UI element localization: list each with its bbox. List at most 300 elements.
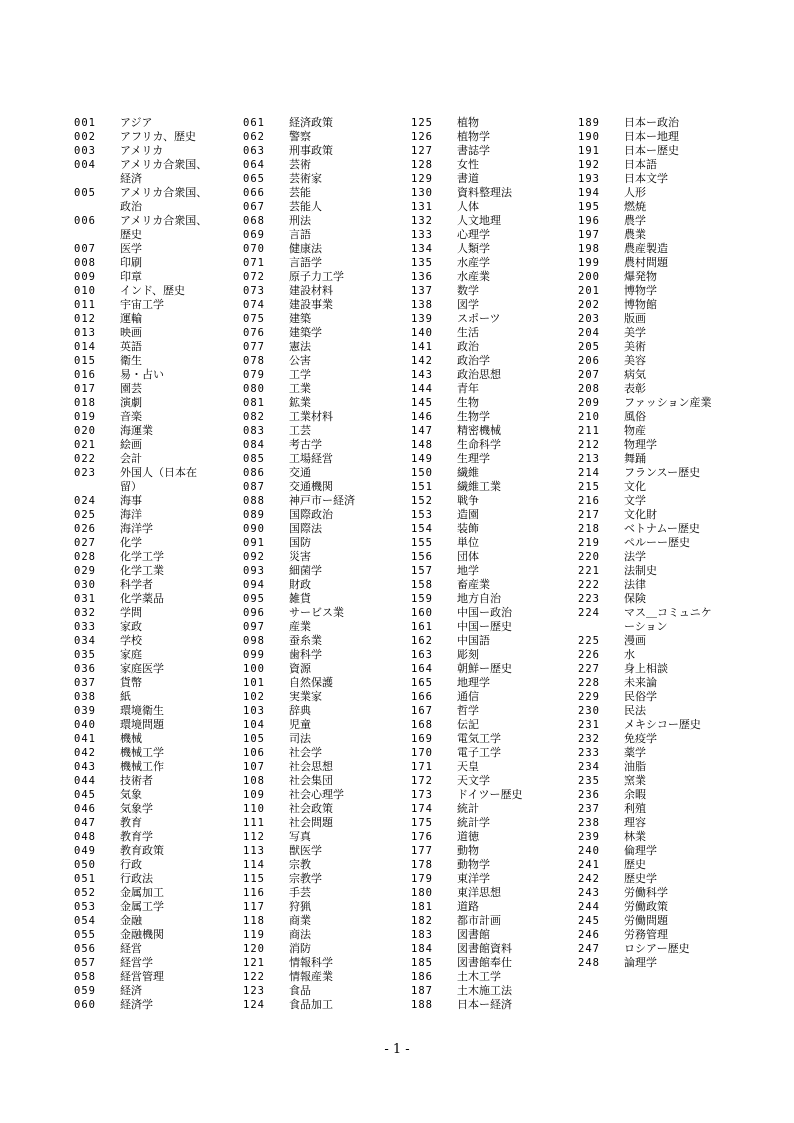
- entry-label: 経済: [120, 984, 142, 997]
- entry-label: 工学: [289, 368, 311, 381]
- index-entry: [74, 452, 234, 466]
- entry-label: 美学: [624, 326, 646, 339]
- entry-label: 歴史: [120, 228, 142, 241]
- entry-number: 083: [243, 425, 265, 437]
- entry-number: 029: [74, 565, 96, 577]
- entry-number: 207: [578, 369, 600, 381]
- index-entry: [411, 690, 571, 704]
- index-entry: [578, 956, 738, 970]
- index-entry: [74, 270, 234, 284]
- entry-label: 商法: [289, 928, 311, 941]
- index-entry: [243, 396, 403, 410]
- index-entry: [243, 704, 403, 718]
- entry-label: 機械: [120, 732, 142, 745]
- entry-number: 184: [411, 943, 433, 955]
- entry-number: 033: [74, 621, 96, 633]
- entry-number: 183: [411, 929, 433, 941]
- entry-label: 文学: [624, 494, 646, 507]
- entry-label: 気象: [120, 788, 142, 801]
- index-entry: [243, 970, 403, 984]
- entry-number: 161: [411, 621, 433, 633]
- entry-label: マス＿コミュニケ: [624, 606, 712, 619]
- index-entry: [74, 214, 234, 228]
- index-entry: [578, 116, 738, 130]
- entry-number: 232: [578, 733, 600, 745]
- entry-number: 013: [74, 327, 96, 339]
- entry-label: 宇宙工学: [120, 298, 164, 311]
- entry-number: 116: [243, 887, 265, 899]
- entry-number: 228: [578, 677, 600, 689]
- entry-label: 建設事業: [289, 298, 333, 311]
- index-entry: [578, 662, 738, 676]
- index-entry: [411, 830, 571, 844]
- index-entry: [243, 816, 403, 830]
- entry-number: 160: [411, 607, 433, 619]
- entry-label: ファッション産業: [624, 396, 712, 409]
- entry-number: 042: [74, 747, 96, 759]
- entry-number: 075: [243, 313, 265, 325]
- index-entry: [243, 788, 403, 802]
- entry-label: 版画: [624, 312, 646, 325]
- index-entry: [411, 480, 571, 494]
- index-entry: [578, 690, 738, 704]
- index-entry: [243, 368, 403, 382]
- entry-number: 023: [74, 467, 96, 479]
- index-column-3: [411, 116, 571, 1012]
- entry-label: 電気工学: [457, 732, 501, 745]
- entry-number: 170: [411, 747, 433, 759]
- entry-label: 地理学: [457, 676, 490, 689]
- index-entry: [411, 396, 571, 410]
- index-entry: [411, 550, 571, 564]
- index-entry: [578, 942, 738, 956]
- index-entry: [578, 256, 738, 270]
- index-entry: [74, 956, 234, 970]
- entry-label: 化学: [120, 536, 142, 549]
- entry-number: 058: [74, 971, 96, 983]
- index-entry: [74, 298, 234, 312]
- entry-number: 076: [243, 327, 265, 339]
- entry-label: 社会集団: [289, 774, 333, 787]
- entry-number: 005: [74, 187, 96, 199]
- index-entry: [74, 802, 234, 816]
- index-entry: [243, 676, 403, 690]
- entry-label: 土木施工法: [457, 984, 512, 997]
- entry-number: 025: [74, 509, 96, 521]
- index-entry: [411, 606, 571, 620]
- entry-label: 気象学: [120, 802, 153, 815]
- entry-label: 児童: [289, 718, 311, 731]
- entry-label: 民俗学: [624, 690, 657, 703]
- entry-number: 132: [411, 215, 433, 227]
- index-entry: [411, 494, 571, 508]
- entry-number: 099: [243, 649, 265, 661]
- entry-label: 化学工業: [120, 564, 164, 577]
- entry-number: 093: [243, 565, 265, 577]
- index-entry: [578, 410, 738, 424]
- entry-label: 経済学: [120, 998, 153, 1011]
- index-entry: [74, 844, 234, 858]
- entry-number: 172: [411, 775, 433, 787]
- entry-number: 010: [74, 285, 96, 297]
- entry-label: 造園: [457, 508, 479, 521]
- entry-number: 091: [243, 537, 265, 549]
- entry-label: インド、歴史: [120, 284, 186, 297]
- entry-number: 107: [243, 761, 265, 773]
- entry-label: 道路: [457, 900, 479, 913]
- entry-label: 利殖: [624, 802, 646, 815]
- entry-number: 019: [74, 411, 96, 423]
- entry-label: 通信: [457, 690, 479, 703]
- index-entry: [411, 466, 571, 480]
- entry-label: 機械工学: [120, 746, 164, 759]
- entry-label: 書道: [457, 172, 479, 185]
- entry-label: 地学: [457, 564, 479, 577]
- entry-label: 彫刻: [457, 648, 479, 661]
- entry-number: 229: [578, 691, 600, 703]
- entry-label: 演劇: [120, 396, 142, 409]
- entry-number: 213: [578, 453, 600, 465]
- entry-number: 101: [243, 677, 265, 689]
- entry-label: 金属加工: [120, 886, 164, 899]
- entry-label: 刑事政策: [289, 144, 333, 157]
- entry-label: 精密機械: [457, 424, 501, 437]
- index-entry: [578, 858, 738, 872]
- entry-label: 工業材料: [289, 410, 333, 423]
- entry-label: ドイツー歴史: [457, 788, 523, 801]
- index-entry: [243, 620, 403, 634]
- entry-number: 223: [578, 593, 600, 605]
- index-entry: [243, 984, 403, 998]
- entry-label: 心理学: [457, 228, 490, 241]
- entry-label: 英語: [120, 340, 142, 353]
- entry-label: 水産業: [457, 270, 490, 283]
- index-entry: [243, 536, 403, 550]
- entry-label: 金融機関: [120, 928, 164, 941]
- index-entry: [74, 760, 234, 774]
- entry-number: 186: [411, 971, 433, 983]
- index-entry: [578, 522, 738, 536]
- entry-number: 047: [74, 817, 96, 829]
- entry-label: 建築: [289, 312, 311, 325]
- index-entry: [578, 354, 738, 368]
- entry-number: 034: [74, 635, 96, 647]
- entry-label: 物産: [624, 424, 646, 437]
- entry-label: 生命科学: [457, 438, 501, 451]
- index-entry: [578, 508, 738, 522]
- entry-label: 易・占い: [120, 368, 164, 381]
- index-entry: [411, 564, 571, 578]
- entry-label: 海運業: [120, 424, 153, 437]
- index-entry: [74, 900, 234, 914]
- index-entry: [578, 676, 738, 690]
- entry-number: 052: [74, 887, 96, 899]
- index-entry: [578, 802, 738, 816]
- entry-number: 169: [411, 733, 433, 745]
- entry-number: 120: [243, 943, 265, 955]
- index-entry: [578, 312, 738, 326]
- entry-number: 071: [243, 257, 265, 269]
- index-entry: [578, 298, 738, 312]
- entry-number: 174: [411, 803, 433, 815]
- index-entry: [74, 732, 234, 746]
- index-entry: [411, 284, 571, 298]
- index-entry: [243, 718, 403, 732]
- entry-label: 東洋学: [457, 872, 490, 885]
- entry-label: 経済: [120, 172, 142, 185]
- entry-number: 149: [411, 453, 433, 465]
- entry-number: 078: [243, 355, 265, 367]
- entry-number: 217: [578, 509, 600, 521]
- index-entry: [74, 704, 234, 718]
- entry-label: アメリカ: [120, 144, 164, 157]
- entry-label: 日本ー地理: [624, 130, 679, 143]
- entry-label: 農村問題: [624, 256, 668, 269]
- entry-label: 中国語: [457, 634, 490, 647]
- entry-label: 農学: [624, 214, 646, 227]
- index-entry: [578, 494, 738, 508]
- entry-number: 175: [411, 817, 433, 829]
- entry-label: 日本文学: [624, 172, 668, 185]
- entry-number: 225: [578, 635, 600, 647]
- entry-number: 050: [74, 859, 96, 871]
- index-entry: [411, 928, 571, 942]
- entry-label: 教育: [120, 816, 142, 829]
- index-entry: [411, 200, 571, 214]
- entry-number: 135: [411, 257, 433, 269]
- entry-label: 女性: [457, 158, 479, 171]
- index-entry: [243, 606, 403, 620]
- index-entry: [74, 382, 234, 396]
- entry-label: 農業: [624, 228, 646, 241]
- entry-number: 092: [243, 551, 265, 563]
- entry-label: 身上相談: [624, 662, 668, 675]
- entry-number: 122: [243, 971, 265, 983]
- entry-label: 貨幣: [120, 676, 142, 689]
- entry-label: 戦争: [457, 494, 479, 507]
- index-entry: [243, 228, 403, 242]
- entry-number: 045: [74, 789, 96, 801]
- entry-label: 資源: [289, 662, 311, 675]
- entry-label: 論理学: [624, 956, 657, 969]
- entry-number: 196: [578, 215, 600, 227]
- entry-label: 考古学: [289, 438, 322, 451]
- entry-number: 148: [411, 439, 433, 451]
- index-entry: [74, 816, 234, 830]
- index-entry: [243, 158, 403, 172]
- entry-number: 178: [411, 859, 433, 871]
- index-entry: [74, 550, 234, 564]
- entry-number: 205: [578, 341, 600, 353]
- index-entry: [243, 956, 403, 970]
- index-entry: [411, 942, 571, 956]
- index-column-2: [243, 116, 403, 1012]
- entry-number: 235: [578, 775, 600, 787]
- index-entry: [74, 312, 234, 326]
- entry-label: 刑法: [289, 214, 311, 227]
- index-entry: [578, 704, 738, 718]
- entry-label: 印刷: [120, 256, 142, 269]
- entry-number: 168: [411, 719, 433, 731]
- entry-number: 087: [243, 481, 265, 493]
- entry-label: 外国人（日本在: [120, 466, 197, 479]
- entry-label: 写真: [289, 830, 311, 843]
- entry-number: 126: [411, 131, 433, 143]
- entry-label: 社会政策: [289, 802, 333, 815]
- entry-label: 海事: [120, 494, 142, 507]
- index-entry: [243, 872, 403, 886]
- entry-label: 映画: [120, 326, 142, 339]
- entry-number: 173: [411, 789, 433, 801]
- index-entry: [243, 592, 403, 606]
- entry-number: 016: [74, 369, 96, 381]
- index-entry: [411, 788, 571, 802]
- entry-label: 病気: [624, 368, 646, 381]
- index-entry-continuation: [74, 228, 234, 242]
- entry-number: 182: [411, 915, 433, 927]
- index-entry: [411, 956, 571, 970]
- entry-number: 064: [243, 159, 265, 171]
- index-entry: [74, 998, 234, 1012]
- index-entry: [411, 298, 571, 312]
- entry-number: 003: [74, 145, 96, 157]
- index-entry: [243, 382, 403, 396]
- index-entry: [74, 606, 234, 620]
- index-entry: [243, 858, 403, 872]
- entry-label: 雑貨: [289, 592, 311, 605]
- entry-label: 絵画: [120, 438, 142, 451]
- entry-label: 歴史: [624, 858, 646, 871]
- entry-label: 労働政策: [624, 900, 668, 913]
- entry-label: 実業家: [289, 690, 322, 703]
- index-entry: [411, 144, 571, 158]
- entry-number: 197: [578, 229, 600, 241]
- entry-number: 238: [578, 817, 600, 829]
- entry-label: 表彰: [624, 382, 646, 395]
- entry-label: 畜産業: [457, 578, 490, 591]
- index-entry: [578, 550, 738, 564]
- entry-label: アメリカ合衆国、: [120, 186, 208, 199]
- index-entry: [578, 886, 738, 900]
- index-entry: [74, 144, 234, 158]
- index-entry: [74, 662, 234, 676]
- index-entry: [578, 130, 738, 144]
- index-entry: [243, 578, 403, 592]
- index-entry: [578, 746, 738, 760]
- index-entry: [74, 438, 234, 452]
- entry-number: 137: [411, 285, 433, 297]
- entry-label: 交通: [289, 466, 311, 479]
- entry-label: 電子工学: [457, 746, 501, 759]
- entry-label: 経済政策: [289, 116, 333, 129]
- entry-number: 103: [243, 705, 265, 717]
- entry-label: 農産製造: [624, 242, 668, 255]
- entry-number: 110: [243, 803, 265, 815]
- entry-number: 068: [243, 215, 265, 227]
- index-entry: [74, 116, 234, 130]
- entry-label: 園芸: [120, 382, 142, 395]
- entry-number: 163: [411, 649, 433, 661]
- entry-number: 159: [411, 593, 433, 605]
- entry-number: 082: [243, 411, 265, 423]
- entry-label: 油脂: [624, 760, 646, 773]
- entry-label: 図学: [457, 298, 479, 311]
- index-entry: [243, 844, 403, 858]
- index-entry: [74, 746, 234, 760]
- entry-label: 水: [624, 648, 635, 661]
- entry-number: 143: [411, 369, 433, 381]
- entry-number: 119: [243, 929, 265, 941]
- entry-number: 055: [74, 929, 96, 941]
- index-entry: [243, 802, 403, 816]
- entry-number: 150: [411, 467, 433, 479]
- entry-label: 中国ー歴史: [457, 620, 512, 633]
- entry-number: 085: [243, 453, 265, 465]
- entry-number: 145: [411, 397, 433, 409]
- entry-number: 127: [411, 145, 433, 157]
- index-entry: [74, 340, 234, 354]
- index-entry: [74, 886, 234, 900]
- index-entry: [243, 256, 403, 270]
- entry-number: 094: [243, 579, 265, 591]
- entry-number: 157: [411, 565, 433, 577]
- index-entry: [411, 242, 571, 256]
- index-entry: [243, 312, 403, 326]
- index-entry: [74, 872, 234, 886]
- entry-number: 155: [411, 537, 433, 549]
- index-entry: [74, 718, 234, 732]
- index-entry: [411, 886, 571, 900]
- index-entry: [74, 242, 234, 256]
- entry-number: 181: [411, 901, 433, 913]
- entry-label: 歴史学: [624, 872, 657, 885]
- index-entry: [578, 200, 738, 214]
- entry-number: 208: [578, 383, 600, 395]
- entry-label: 風俗: [624, 410, 646, 423]
- entry-number: 203: [578, 313, 600, 325]
- index-entry: [578, 648, 738, 662]
- entry-label: 食品加工: [289, 998, 333, 1011]
- entry-label: 獣医学: [289, 844, 322, 857]
- entry-label: 原子力工学: [289, 270, 344, 283]
- index-entry: [243, 466, 403, 480]
- entry-number: 234: [578, 761, 600, 773]
- entry-number: 073: [243, 285, 265, 297]
- entry-label: 政治: [120, 200, 142, 213]
- entry-label: ロシアー歴史: [624, 942, 690, 955]
- entry-label: 図書館奉仕: [457, 956, 512, 969]
- entry-number: 061: [243, 117, 265, 129]
- entry-number: 179: [411, 873, 433, 885]
- index-entry: [578, 592, 738, 606]
- entry-label: 理容: [624, 816, 646, 829]
- index-entry: [243, 522, 403, 536]
- entry-label: 行政法: [120, 872, 153, 885]
- index-entry: [411, 340, 571, 354]
- index-entry: [411, 438, 571, 452]
- entry-label: 博物館: [624, 298, 657, 311]
- entry-label: 海洋: [120, 508, 142, 521]
- entry-label: 伝記: [457, 718, 479, 731]
- entry-label: 警察: [289, 130, 311, 143]
- index-entry: [578, 214, 738, 228]
- entry-label: 生活: [457, 326, 479, 339]
- entry-number: 141: [411, 341, 433, 353]
- index-entry: [243, 690, 403, 704]
- entry-label: 海洋学: [120, 522, 153, 535]
- entry-number: 130: [411, 187, 433, 199]
- index-entry: [411, 914, 571, 928]
